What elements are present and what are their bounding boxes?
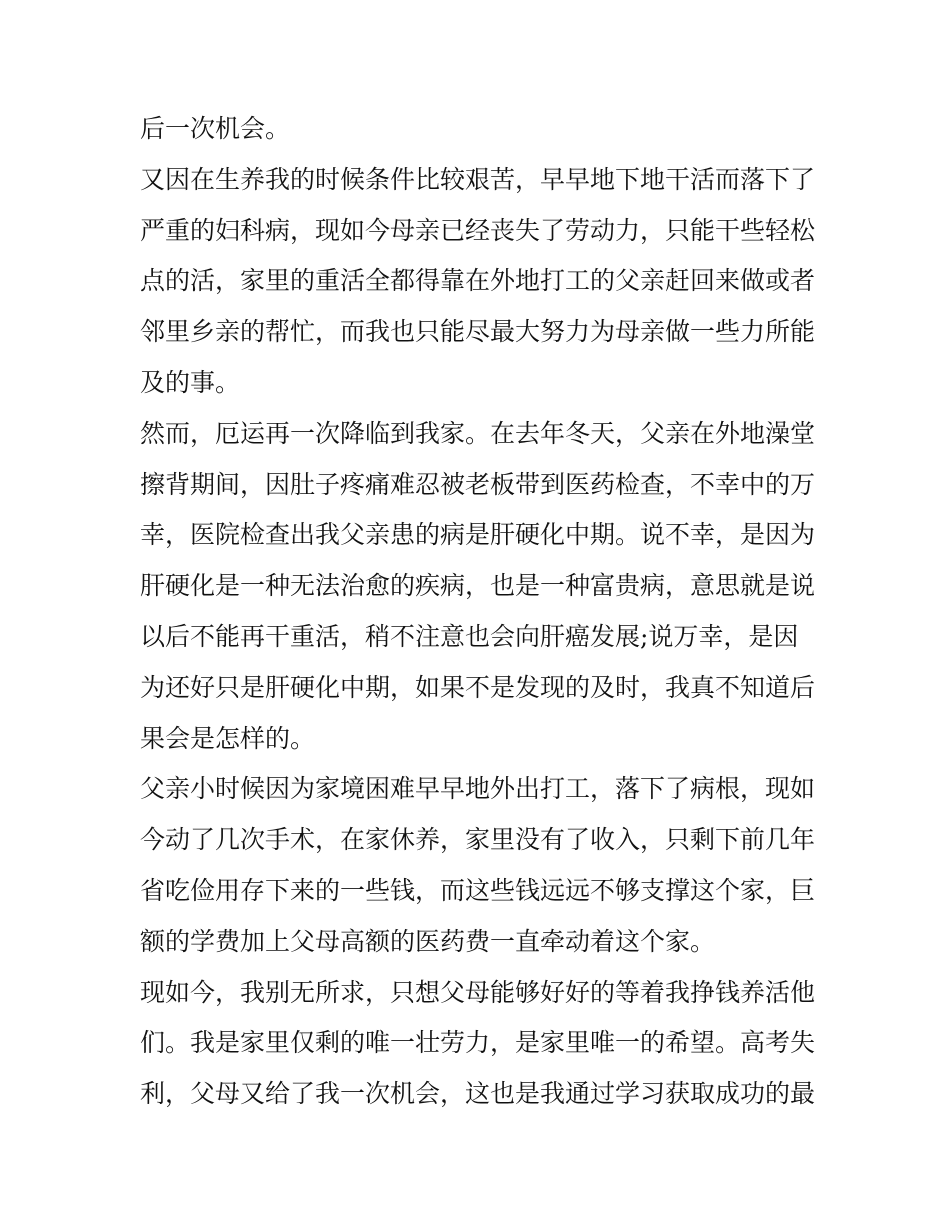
text-line: 然而，厄运再一次降临到我家。在去年冬天，父亲在外地澡堂 [140, 418, 816, 448]
text-line: 果会是怎样的。 [140, 723, 316, 753]
text-line: 又因在生养我的时候条件比较艰苦，早早地下地干活而落下了 [140, 164, 816, 194]
text-line: 后一次机会。 [140, 114, 291, 143]
body-text [140, 104, 820, 1120]
text-line: 肝硬化是一种无法治愈的疾病，也是一种富贵病，意思就是说 [140, 571, 816, 601]
text-line: 擦背期间，因肚子疼痛难忍被老板带到医药检查，不幸中的万 [140, 469, 816, 499]
text-line: 以后不能再干重活，稍不注意也会向肝癌发展;说万幸，是因 [140, 621, 799, 651]
text-line: 现如今，我别无所求，只想父母能够好好的等着我挣钱养活他 [140, 977, 816, 1007]
text-line: 额的学费加上父母高额的医药费一直牵动着这个家。 [140, 926, 716, 956]
text-line: 严重的妇科病，现如今母亲已经丧失了劳动力，只能干些轻松 [140, 215, 816, 245]
text-line: 今动了几次手术，在家休养，家里没有了收入，只剩下前几年 [140, 825, 816, 855]
text-line: 为还好只是肝硬化中期，如果不是发现的及时，我真不知道后 [140, 672, 816, 702]
text-line: 及的事。 [140, 367, 241, 397]
text-line: 们。我是家里仅剩的唯一壮劳力，是家里唯一的希望。高考失 [140, 1028, 816, 1058]
text-line: 点的活，家里的重活全都得靠在外地打工的父亲赶回来做或者 [140, 266, 816, 296]
text-line: 幸，医院检查出我父亲患的病是肝硬化中期。说不幸，是因为 [140, 520, 816, 550]
text-line: 省吃俭用存下来的一些钱，而这些钱远远不够支撑这个家，巨 [140, 875, 816, 905]
text-line: 父亲小时候因为家境困难早早地外出打工，落下了病根，现如 [140, 774, 816, 804]
text-line: 邻里乡亲的帮忙，而我也只能尽最大努力为母亲做一些力所能 [140, 317, 816, 347]
text-line: 利，父母又给了我一次机会，这也是我通过学习获取成功的最 [140, 1079, 816, 1109]
